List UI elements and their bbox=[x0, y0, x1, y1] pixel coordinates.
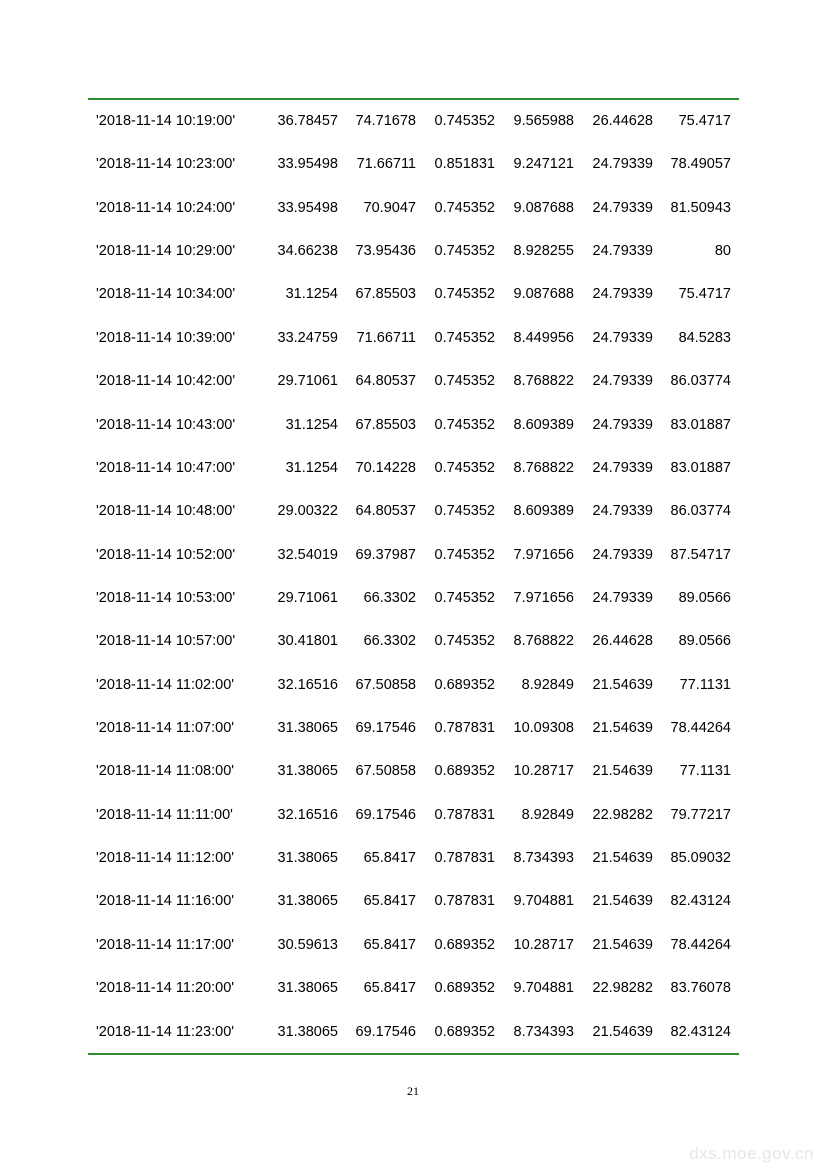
value-cell: 31.1254 bbox=[285, 416, 338, 433]
value-cell: 77.1131 bbox=[679, 763, 731, 780]
value-cell: 8.92849 bbox=[521, 806, 574, 823]
value-cell: 84.5283 bbox=[678, 329, 731, 346]
value-cell: 26.44628 bbox=[592, 633, 653, 650]
value-cell: 31.38065 bbox=[277, 980, 338, 997]
value-cell: 67.50858 bbox=[355, 763, 416, 780]
value-cell: 79.77217 bbox=[670, 806, 731, 823]
value-cell: 8.734393 bbox=[513, 1023, 574, 1040]
value-cell: 21.54639 bbox=[592, 850, 653, 867]
value-cell: 10.09308 bbox=[513, 720, 574, 737]
value-cell: 34.66238 bbox=[277, 243, 338, 260]
value-cell: 30.41801 bbox=[277, 633, 338, 650]
value-cell: 31.38065 bbox=[277, 893, 338, 910]
value-cell: 24.79339 bbox=[592, 243, 653, 260]
value-cell: 33.95498 bbox=[277, 199, 338, 216]
value-cell: 21.54639 bbox=[592, 936, 653, 953]
value-cell: 80 bbox=[714, 243, 731, 260]
value-cell: 0.745352 bbox=[434, 589, 495, 606]
value-cell: 7.971656 bbox=[513, 546, 574, 563]
value-cell: 0.745352 bbox=[434, 243, 495, 260]
value-cell: 8.734393 bbox=[513, 850, 574, 867]
timestamp-cell: '2018-11-14 11:12:00' bbox=[96, 850, 235, 867]
timestamp-cell: '2018-11-14 10:52:00' bbox=[96, 546, 236, 563]
value-cell: 67.85503 bbox=[355, 286, 416, 303]
value-cell: 24.79339 bbox=[592, 459, 653, 476]
value-cell: 32.16516 bbox=[277, 676, 338, 693]
value-cell: 21.54639 bbox=[592, 1023, 653, 1040]
value-cell: 8.609389 bbox=[513, 503, 574, 520]
timestamp-cell: '2018-11-14 10:43:00' bbox=[96, 416, 236, 433]
value-cell: 0.745352 bbox=[434, 373, 495, 390]
value-cell: 0.689352 bbox=[434, 1023, 495, 1040]
table-row bbox=[88, 707, 739, 750]
value-cell: 24.79339 bbox=[592, 589, 653, 606]
value-cell: 69.37987 bbox=[355, 546, 416, 563]
value-cell: 85.09032 bbox=[670, 850, 731, 867]
value-cell: 33.24759 bbox=[277, 329, 338, 346]
value-cell: 31.38065 bbox=[277, 850, 338, 867]
value-cell: 89.0566 bbox=[678, 633, 731, 650]
timestamp-cell: '2018-11-14 11:20:00' bbox=[96, 980, 235, 997]
value-cell: 22.98282 bbox=[592, 980, 653, 997]
value-cell: 66.3302 bbox=[363, 589, 416, 606]
value-cell: 9.704881 bbox=[513, 893, 574, 910]
value-cell: 31.38065 bbox=[277, 1023, 338, 1040]
value-cell: 69.17546 bbox=[355, 1023, 416, 1040]
value-cell: 21.54639 bbox=[592, 676, 653, 693]
value-cell: 89.0566 bbox=[678, 589, 731, 606]
table-row bbox=[88, 534, 739, 577]
timestamp-cell: '2018-11-14 11:07:00' bbox=[96, 720, 235, 737]
value-cell: 83.01887 bbox=[670, 459, 731, 476]
data-table bbox=[88, 100, 739, 1054]
value-cell: 9.565988 bbox=[513, 113, 574, 129]
value-cell: 65.8417 bbox=[363, 893, 416, 910]
timestamp-cell: '2018-11-14 10:53:00' bbox=[96, 589, 236, 606]
value-cell: 32.54019 bbox=[277, 546, 338, 563]
table-row bbox=[88, 490, 739, 533]
table-row bbox=[88, 1011, 739, 1054]
value-cell: 32.16516 bbox=[277, 806, 338, 823]
value-cell: 78.49057 bbox=[670, 156, 731, 173]
value-cell: 0.745352 bbox=[434, 546, 495, 563]
value-cell: 82.43124 bbox=[670, 893, 731, 910]
page-number: 21 bbox=[407, 1084, 419, 1098]
table-bottom-rule bbox=[88, 1053, 739, 1055]
value-cell: 8.768822 bbox=[513, 373, 574, 390]
value-cell: 75.4717 bbox=[678, 286, 731, 303]
value-cell: 24.79339 bbox=[592, 373, 653, 390]
value-cell: 0.689352 bbox=[434, 936, 495, 953]
value-cell: 24.79339 bbox=[592, 199, 653, 216]
value-cell: 65.8417 bbox=[363, 936, 416, 953]
value-cell: 29.71061 bbox=[277, 373, 338, 390]
value-cell: 86.03774 bbox=[670, 373, 731, 390]
table-row bbox=[88, 143, 739, 186]
value-cell: 78.44264 bbox=[670, 720, 731, 737]
value-cell: 8.768822 bbox=[513, 633, 574, 650]
timestamp-cell: '2018-11-14 11:08:00' bbox=[96, 763, 235, 780]
value-cell: 77.1131 bbox=[679, 676, 731, 693]
timestamp-cell: '2018-11-14 10:19:00' bbox=[96, 113, 236, 129]
value-cell: 8.609389 bbox=[513, 416, 574, 433]
value-cell: 69.17546 bbox=[355, 720, 416, 737]
value-cell: 0.745352 bbox=[434, 113, 495, 129]
value-cell: 75.4717 bbox=[678, 113, 731, 129]
value-cell: 0.851831 bbox=[434, 156, 495, 173]
value-cell: 82.43124 bbox=[670, 1023, 731, 1040]
timestamp-cell: '2018-11-14 10:34:00' bbox=[96, 286, 236, 303]
value-cell: 81.50943 bbox=[670, 199, 731, 216]
value-cell: 0.745352 bbox=[434, 633, 495, 650]
value-cell: 73.95436 bbox=[355, 243, 416, 260]
value-cell: 24.79339 bbox=[592, 286, 653, 303]
value-cell: 29.71061 bbox=[277, 589, 338, 606]
value-cell: 22.98282 bbox=[592, 806, 653, 823]
timestamp-cell: '2018-11-14 11:17:00' bbox=[96, 936, 235, 953]
table-row bbox=[88, 360, 739, 403]
value-cell: 7.971656 bbox=[513, 589, 574, 606]
value-cell: 10.28717 bbox=[513, 763, 574, 780]
table-row bbox=[88, 317, 739, 360]
value-cell: 0.745352 bbox=[434, 459, 495, 476]
value-cell: 70.9047 bbox=[363, 199, 416, 216]
timestamp-cell: '2018-11-14 10:39:00' bbox=[96, 329, 236, 346]
value-cell: 29.00322 bbox=[277, 503, 338, 520]
value-cell: 0.787831 bbox=[434, 720, 495, 737]
timestamp-cell: '2018-11-14 11:16:00' bbox=[96, 893, 235, 910]
table-row bbox=[88, 664, 739, 707]
value-cell: 21.54639 bbox=[592, 893, 653, 910]
table-row bbox=[88, 577, 739, 620]
timestamp-cell: '2018-11-14 11:02:00' bbox=[96, 676, 235, 693]
table-row bbox=[88, 924, 739, 967]
value-cell: 70.14228 bbox=[355, 459, 416, 476]
timestamp-cell: '2018-11-14 11:23:00' bbox=[96, 1023, 235, 1040]
timestamp-cell: '2018-11-14 10:48:00' bbox=[96, 503, 236, 520]
value-cell: 67.50858 bbox=[355, 676, 416, 693]
value-cell: 69.17546 bbox=[355, 806, 416, 823]
value-cell: 31.1254 bbox=[285, 459, 338, 476]
timestamp-cell: '2018-11-14 10:57:00' bbox=[96, 633, 236, 650]
value-cell: 8.928255 bbox=[513, 243, 574, 260]
value-cell: 31.38065 bbox=[277, 763, 338, 780]
value-cell: 0.745352 bbox=[434, 416, 495, 433]
timestamp-cell: '2018-11-14 10:24:00' bbox=[96, 199, 236, 216]
table-row bbox=[88, 794, 739, 837]
value-cell: 64.80537 bbox=[355, 503, 416, 520]
value-cell: 9.247121 bbox=[513, 156, 574, 173]
value-cell: 71.66711 bbox=[356, 329, 416, 346]
value-cell: 24.79339 bbox=[592, 546, 653, 563]
value-cell: 9.087688 bbox=[513, 286, 574, 303]
timestamp-cell: '2018-11-14 10:23:00' bbox=[96, 156, 236, 173]
value-cell: 78.44264 bbox=[670, 936, 731, 953]
table-row bbox=[88, 100, 739, 143]
table-row bbox=[88, 187, 739, 230]
value-cell: 0.745352 bbox=[434, 199, 495, 216]
value-cell: 9.704881 bbox=[513, 980, 574, 997]
timestamp-cell: '2018-11-14 10:29:00' bbox=[96, 243, 236, 260]
value-cell: 31.38065 bbox=[277, 720, 338, 737]
value-cell: 24.79339 bbox=[592, 503, 653, 520]
value-cell: 65.8417 bbox=[363, 850, 416, 867]
value-cell: 21.54639 bbox=[592, 763, 653, 780]
watermark: dxs.moe.gov.cn bbox=[689, 1144, 814, 1163]
table-row bbox=[88, 230, 739, 273]
value-cell: 36.78457 bbox=[277, 113, 338, 129]
value-cell: 74.71678 bbox=[355, 113, 416, 129]
value-cell: 31.1254 bbox=[285, 286, 338, 303]
value-cell: 0.745352 bbox=[434, 503, 495, 520]
table-row bbox=[88, 404, 739, 447]
value-cell: 0.745352 bbox=[434, 286, 495, 303]
table-row bbox=[88, 837, 739, 880]
value-cell: 83.76078 bbox=[670, 980, 731, 997]
value-cell: 0.689352 bbox=[434, 763, 495, 780]
value-cell: 0.787831 bbox=[434, 893, 495, 910]
value-cell: 33.95498 bbox=[277, 156, 338, 173]
value-cell: 21.54639 bbox=[592, 720, 653, 737]
value-cell: 24.79339 bbox=[592, 329, 653, 346]
value-cell: 83.01887 bbox=[670, 416, 731, 433]
value-cell: 86.03774 bbox=[670, 503, 731, 520]
value-cell: 9.087688 bbox=[513, 199, 574, 216]
table-row bbox=[88, 620, 739, 663]
table-row bbox=[88, 967, 739, 1010]
value-cell: 10.28717 bbox=[513, 936, 574, 953]
value-cell: 71.66711 bbox=[356, 156, 416, 173]
value-cell: 0.689352 bbox=[434, 980, 495, 997]
timestamp-cell: '2018-11-14 11:11:00' bbox=[96, 806, 233, 823]
table-row bbox=[88, 273, 739, 316]
value-cell: 8.768822 bbox=[513, 459, 574, 476]
value-cell: 8.449956 bbox=[513, 329, 574, 346]
value-cell: 0.689352 bbox=[434, 676, 495, 693]
value-cell: 0.787831 bbox=[434, 850, 495, 867]
value-cell: 0.787831 bbox=[434, 806, 495, 823]
value-cell: 67.85503 bbox=[355, 416, 416, 433]
table-row bbox=[88, 447, 739, 490]
value-cell: 24.79339 bbox=[592, 156, 653, 173]
value-cell: 8.92849 bbox=[521, 676, 574, 693]
value-cell: 26.44628 bbox=[592, 113, 653, 129]
table-row bbox=[88, 750, 739, 793]
timestamp-cell: '2018-11-14 10:47:00' bbox=[96, 459, 236, 476]
value-cell: 65.8417 bbox=[363, 980, 416, 997]
table-row bbox=[88, 880, 739, 923]
value-cell: 66.3302 bbox=[363, 633, 416, 650]
value-cell: 87.54717 bbox=[670, 546, 731, 563]
value-cell: 30.59613 bbox=[277, 936, 338, 953]
value-cell: 0.745352 bbox=[434, 329, 495, 346]
value-cell: 24.79339 bbox=[592, 416, 653, 433]
value-cell: 64.80537 bbox=[355, 373, 416, 390]
timestamp-cell: '2018-11-14 10:42:00' bbox=[96, 373, 236, 390]
